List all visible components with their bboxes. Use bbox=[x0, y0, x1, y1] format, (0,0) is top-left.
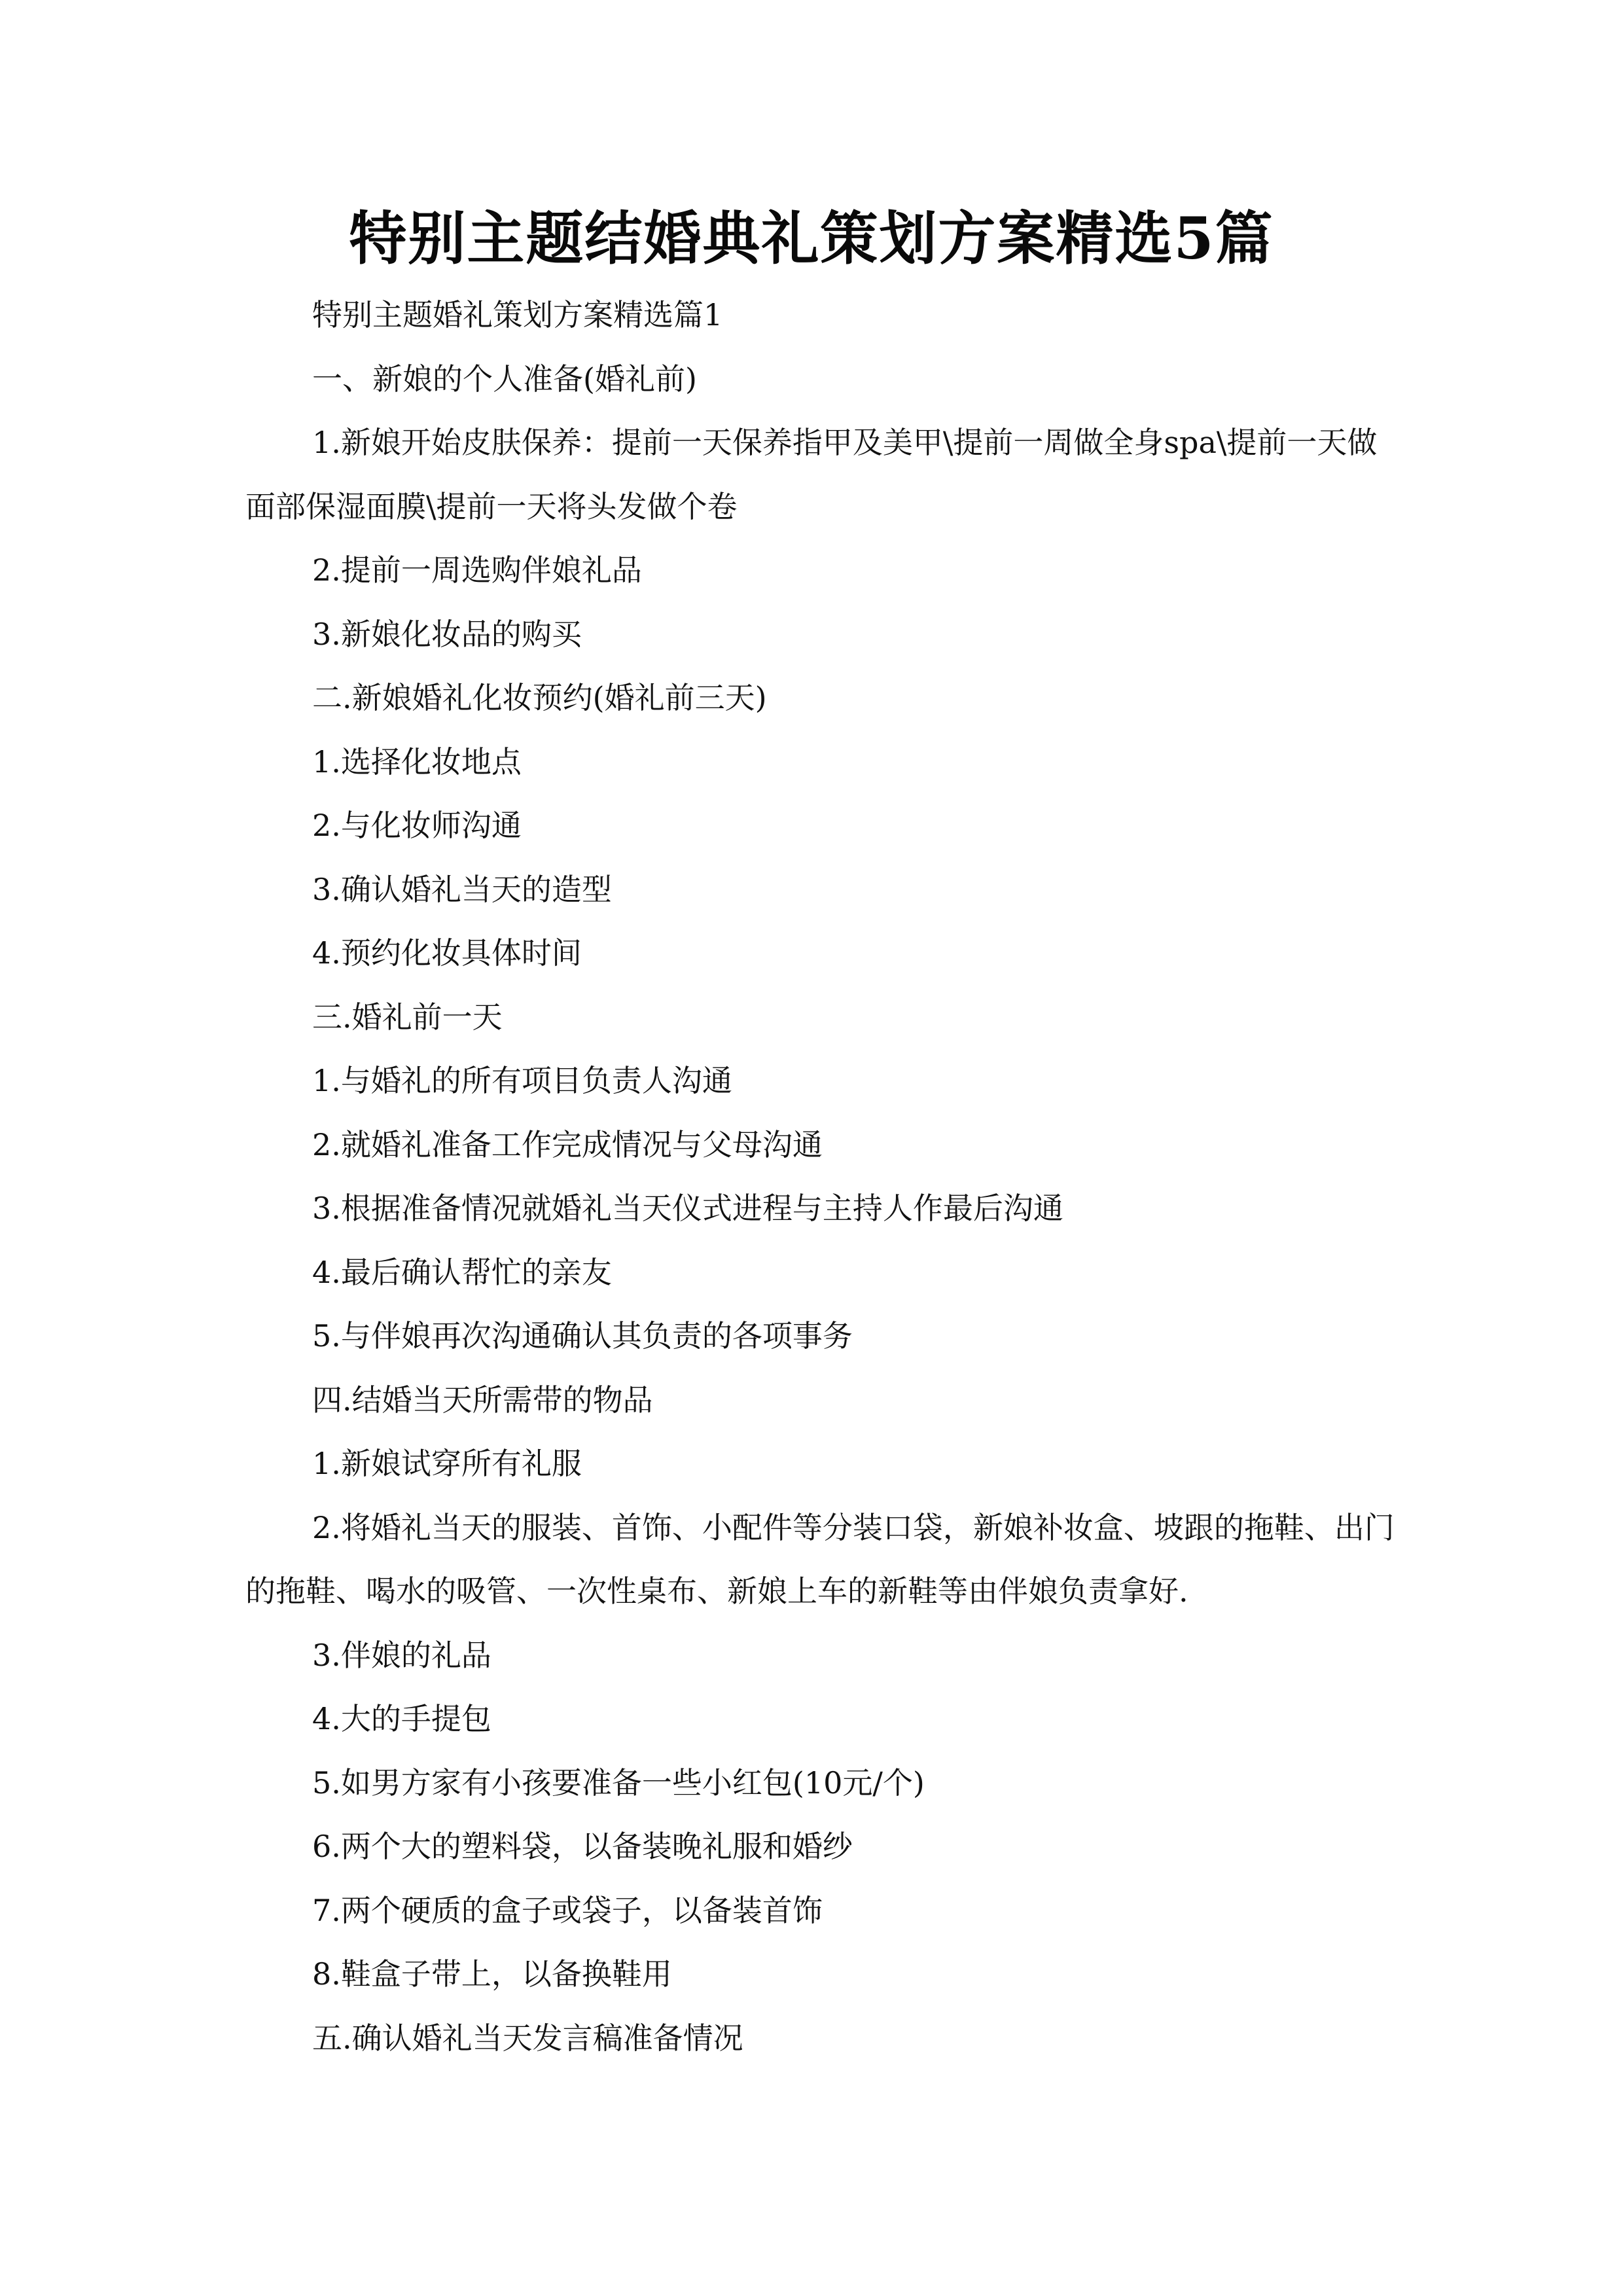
section-heading-plan-1: 特别主题婚礼策划方案精选篇1 bbox=[312, 297, 723, 332]
list-item: 2.提前一周选购伴娘礼品 bbox=[312, 552, 642, 588]
document-body bbox=[245, 283, 1397, 2070]
list-item: 1.新娘试穿所有礼服 bbox=[312, 1446, 582, 1481]
list-item: 4.大的手提包 bbox=[312, 1701, 491, 1736]
list-item: 6.两个大的塑料袋，以备装晚礼服和婚纱 bbox=[312, 1829, 853, 1864]
list-item: 2.将婚礼当天的服装、首饰、小配件等分装口袋，新娘补妆盒、坡跟的拖鞋、出门的拖鞋、喝水的吸管、一次性桌布、新娘上车的新鞋等由伴娘负责拿好. bbox=[245, 1509, 1395, 1609]
list-item: 3.伴娘的礼品 bbox=[312, 1637, 491, 1673]
list-item: 5.如男方家有小孩要准备一些小红包(10元/个) bbox=[312, 1765, 925, 1801]
list-item: 3.根据准备情况就婚礼当天仪式进程与主持人作最后沟通 bbox=[312, 1191, 1063, 1226]
section-heading-5: 五.确认婚礼当天发言稿准备情况 bbox=[312, 2020, 743, 2056]
list-item: 3.确认婚礼当天的造型 bbox=[312, 871, 612, 907]
list-item: 3.新娘化妆品的购买 bbox=[312, 616, 582, 652]
list-item: 4.最后确认帮忙的亲友 bbox=[312, 1254, 612, 1290]
list-item: 2.就婚礼准备工作完成情况与父母沟通 bbox=[312, 1126, 823, 1162]
list-item: 8.鞋盒子带上，以备换鞋用 bbox=[312, 1956, 672, 1992]
document-title: 特别主题结婚典礼策划方案精选5篇 bbox=[349, 204, 1274, 272]
list-item: 2.与化妆师沟通 bbox=[312, 808, 522, 843]
list-item: 5.与伴娘再次沟通确认其负责的各项事务 bbox=[312, 1318, 853, 1354]
list-item: 1.选择化妆地点 bbox=[312, 744, 522, 780]
list-item: 7.两个硬质的盒子或袋子，以备装首饰 bbox=[312, 1892, 823, 1928]
list-item: 4.预约化妆具体时间 bbox=[312, 935, 582, 971]
list-item: 1.与婚礼的所有项目负责人沟通 bbox=[312, 1063, 732, 1098]
list-item: 1.新娘开始皮肤保养：提前一天保养指甲及美甲\提前一周做全身spa\提前一天做面部保湿面膜\提前一天将头发做个卷 bbox=[245, 425, 1378, 524]
section-heading-3: 三.婚礼前一天 bbox=[312, 999, 503, 1035]
section-heading-4: 四.结婚当天所需带的物品 bbox=[312, 1382, 653, 1418]
section-heading-1: 一、新娘的个人准备(婚礼前) bbox=[312, 361, 697, 397]
section-heading-2: 二.新娘婚礼化妆预约(婚礼前三天) bbox=[312, 680, 767, 715]
